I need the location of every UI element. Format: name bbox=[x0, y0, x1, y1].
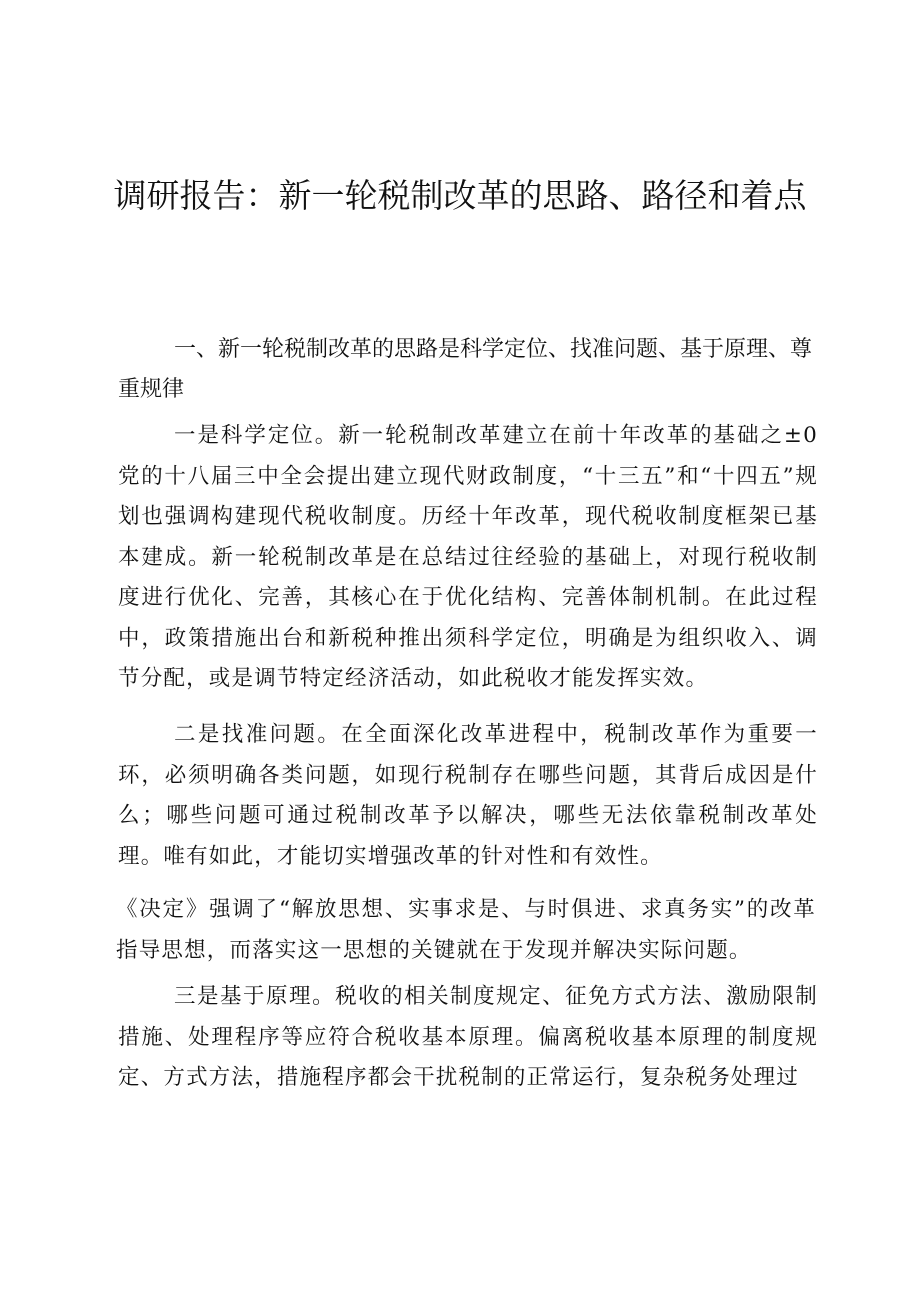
paragraph-decision-quote: 《决定》强调了“解放思想、实事求是、与时俱进、求真务实”的改革指导思想，而落实这一思想的关键就在于发现并解决实际问题。 bbox=[116, 897, 816, 963]
paragraph-identify-problems: 二是找准问题。在全面深化改革进程中，税制改革作为重要一环，必须明确各类问题，如现行税制存在哪些问题，其背后成因是什么；哪些问题可通过税制改革予以解决，哪些无法依靠税制改革处理。唯有如此，才能切实增强改革的针对性和有效性。 bbox=[118, 722, 818, 869]
section-heading: 一、新一轮税制改革的思路是科学定位、找准问题、基于原理、尊重规律 bbox=[118, 337, 813, 402]
document-title: 调研报告：新一轮税制改革的思路、路径和着点 bbox=[113, 176, 807, 215]
paragraph-based-on-principles: 三是基于原理。税收的相关制度规定、征免方式方法、激励限制措施、处理程序等应符合税收基本原理。偏离税收基本原理的制度规定、方式方法，措施程序都会干扰税制的正常运行，复杂税务处理过 bbox=[118, 984, 818, 1090]
paragraph-scientific-positioning: 一是科学定位。新一轮税制改革建立在前十年改革的基础之±0党的十八届三中全会提出建立现代财政制度，“十三五”和“十四五”规划也强调构建现代税收制度。历经十年改革，现代税收制度框架已基本建成。新一轮税制改革是在总结过往经验的基础上，对现行税收制度进行优化、完善，其核心在于优化结构、完善体制机制。在此过程中，政策措施出台和新税种推出须科学定位，明确是为组织收入、调节分配，或是调节特定经济活动，如此税收才能发挥实效。 bbox=[118, 423, 818, 691]
